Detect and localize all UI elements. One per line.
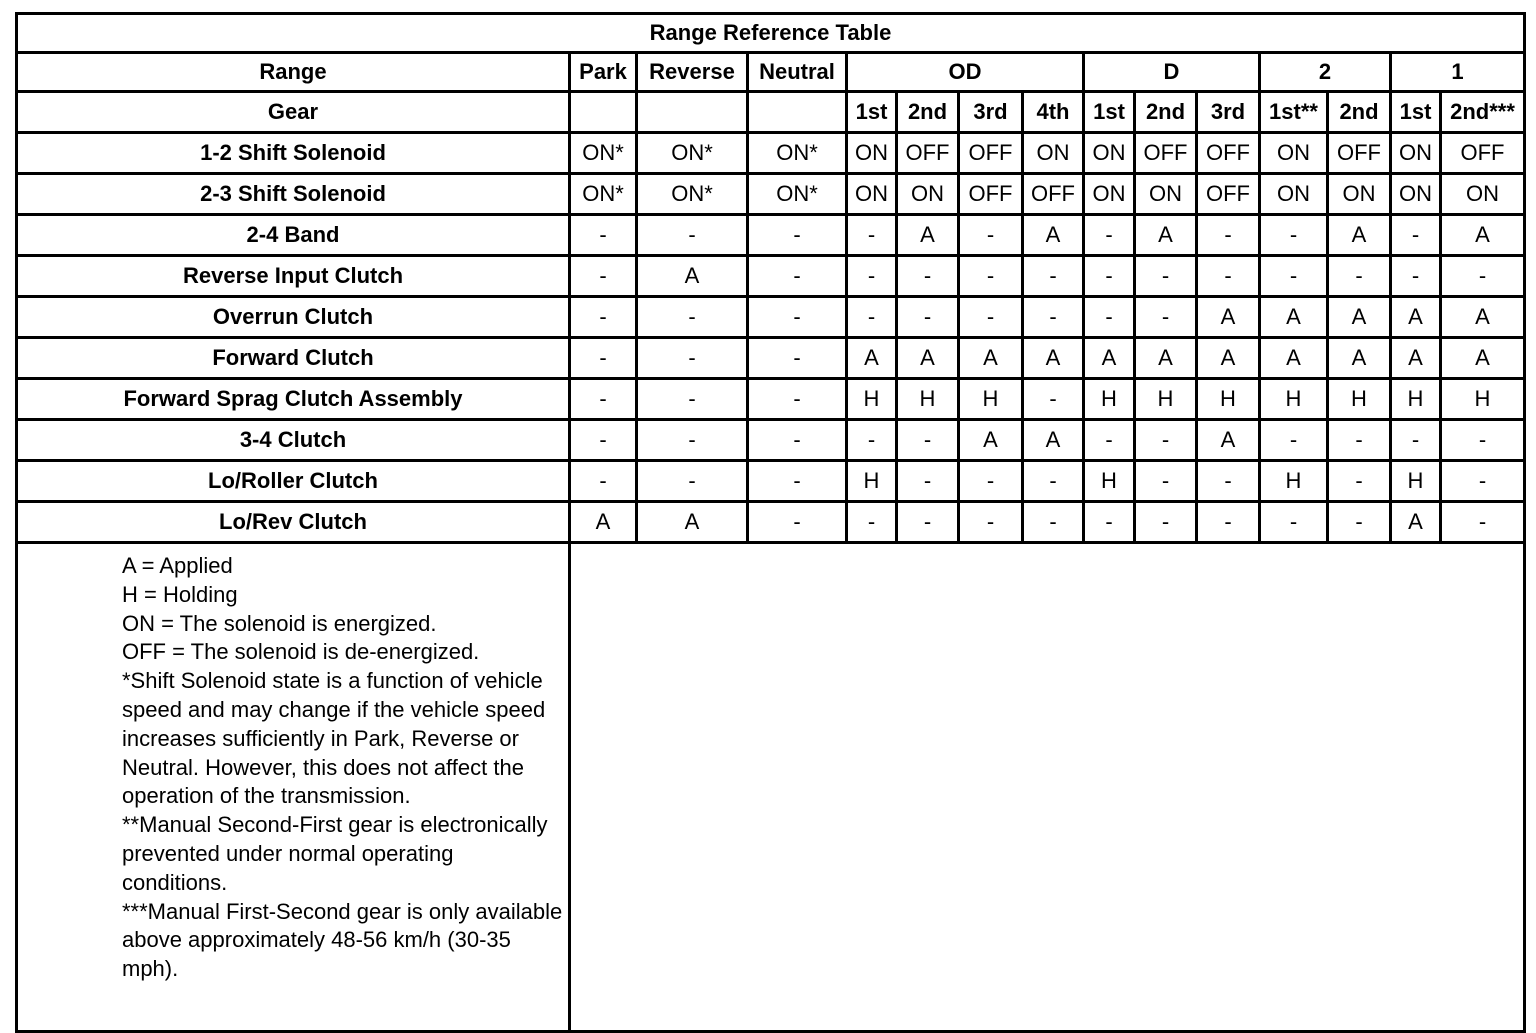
table-cell: H: [1441, 379, 1525, 420]
table-cell: -: [637, 215, 748, 256]
table-cell: A: [1197, 338, 1260, 379]
range-reverse: Reverse: [637, 53, 748, 92]
table-cell: OFF: [1023, 174, 1084, 215]
table-cell: -: [959, 215, 1023, 256]
row-label: 1-2 Shift Solenoid: [17, 133, 570, 174]
table-cell: -: [1441, 502, 1525, 543]
table-cell: H: [1260, 379, 1328, 420]
table-cell: -: [897, 502, 959, 543]
table-cell: ON: [897, 174, 959, 215]
table-cell: H: [1197, 379, 1260, 420]
table-cell: -: [1023, 379, 1084, 420]
gear-header-row: [17, 92, 1525, 133]
range-label: Range: [17, 53, 570, 92]
table-cell: OFF: [1197, 174, 1260, 215]
table-cell: H: [897, 379, 959, 420]
table-cell: A: [1391, 502, 1441, 543]
table-cell: A: [1135, 338, 1197, 379]
table-cell: -: [1328, 420, 1391, 461]
legend-line: *Shift Solenoid state is a function of vehicle speed and may change if the vehicle speed increases sufficiently in Park, Reverse or Neutral. However, this does not affect the operation of the transmission.: [122, 668, 546, 809]
table-cell: -: [748, 420, 847, 461]
gear-cell: 2nd: [1135, 92, 1197, 133]
range-2: 2: [1260, 53, 1391, 92]
table-cell: H: [1260, 461, 1328, 502]
table-cell: -: [1135, 502, 1197, 543]
table-cell: H: [1084, 379, 1135, 420]
table-cell: OFF: [897, 133, 959, 174]
table-cell: -: [1391, 215, 1441, 256]
table-cell: A: [897, 215, 959, 256]
table-cell: ON: [1441, 174, 1525, 215]
table-cell: -: [1260, 215, 1328, 256]
row-label: Forward Clutch: [17, 338, 570, 379]
table-cell: -: [1135, 461, 1197, 502]
table-cell: H: [1328, 379, 1391, 420]
table-cell: A: [1441, 297, 1525, 338]
table-cell: -: [1441, 461, 1525, 502]
table-cell: ON*: [570, 133, 637, 174]
table-row: [17, 215, 1525, 256]
gear-cell: [570, 92, 637, 133]
table-cell: -: [1084, 256, 1135, 297]
table-row: [17, 461, 1525, 502]
table-cell: A: [570, 502, 637, 543]
table-cell: -: [959, 256, 1023, 297]
table-row: [17, 502, 1525, 543]
legend-line: A = Applied: [122, 553, 233, 578]
table-cell: A: [637, 502, 748, 543]
table-cell: ON: [1135, 174, 1197, 215]
table-cell: -: [1023, 297, 1084, 338]
table-cell: -: [1084, 420, 1135, 461]
table-cell: -: [637, 338, 748, 379]
legend: [17, 543, 570, 1032]
table-cell: ON*: [637, 174, 748, 215]
table-cell: OFF: [1197, 133, 1260, 174]
table-cell: -: [897, 461, 959, 502]
table-cell: -: [637, 420, 748, 461]
table-cell: -: [570, 338, 637, 379]
table-cell: A: [1084, 338, 1135, 379]
table-cell: -: [570, 461, 637, 502]
table-cell: -: [748, 338, 847, 379]
table-cell: H: [1135, 379, 1197, 420]
table-cell: -: [847, 297, 897, 338]
table-cell: -: [1135, 420, 1197, 461]
table-cell: -: [748, 256, 847, 297]
table-cell: A: [1135, 215, 1197, 256]
table-cell: -: [1260, 420, 1328, 461]
table-cell: -: [847, 256, 897, 297]
gear-cell: 1st: [1391, 92, 1441, 133]
table-cell: -: [1084, 502, 1135, 543]
table-cell: A: [897, 338, 959, 379]
table-cell: A: [1260, 297, 1328, 338]
table-cell: -: [637, 379, 748, 420]
table-row: [17, 174, 1525, 215]
table-cell: -: [959, 502, 1023, 543]
table-row: [17, 256, 1525, 297]
table-cell: -: [1328, 461, 1391, 502]
table-cell: ON: [1084, 174, 1135, 215]
gear-label: Gear: [17, 92, 570, 133]
table-cell: -: [1260, 502, 1328, 543]
gear-cell: 2nd: [1328, 92, 1391, 133]
gear-cell: [637, 92, 748, 133]
range-reference-table: [15, 12, 1526, 1033]
table-cell: A: [1391, 297, 1441, 338]
gear-cell: 2nd***: [1441, 92, 1525, 133]
table-cell: ON: [1391, 174, 1441, 215]
gear-cell: 1st**: [1260, 92, 1328, 133]
table-cell: A: [1023, 420, 1084, 461]
gear-cell: 1st: [1084, 92, 1135, 133]
table-cell: H: [1391, 379, 1441, 420]
table-cell: H: [847, 379, 897, 420]
blank-area: [570, 543, 1525, 1032]
table-cell: -: [897, 297, 959, 338]
table-cell: A: [1328, 338, 1391, 379]
table-cell: ON: [1084, 133, 1135, 174]
table-cell: OFF: [1135, 133, 1197, 174]
table-cell: -: [1391, 256, 1441, 297]
table-cell: -: [1441, 256, 1525, 297]
gear-cell: 3rd: [1197, 92, 1260, 133]
table-cell: ON: [1260, 174, 1328, 215]
table-cell: -: [637, 461, 748, 502]
table-cell: -: [1328, 502, 1391, 543]
table-cell: -: [570, 379, 637, 420]
table-cell: -: [748, 502, 847, 543]
legend-line: ***Manual First-Second gear is only available above approximately 48-56 km/h (30-35 mph).: [122, 898, 563, 982]
table-cell: ON: [1260, 133, 1328, 174]
table-cell: -: [847, 215, 897, 256]
table-cell: ON: [847, 133, 897, 174]
table-cell: -: [570, 215, 637, 256]
table-cell: ON*: [748, 174, 847, 215]
table-cell: A: [1391, 338, 1441, 379]
table-cell: A: [959, 420, 1023, 461]
table-row: [17, 297, 1525, 338]
range-header-row: [17, 53, 1525, 92]
table-cell: ON*: [748, 133, 847, 174]
table-cell: -: [637, 297, 748, 338]
row-label: Lo/Rev Clutch: [17, 502, 570, 543]
table-cell: -: [1023, 502, 1084, 543]
table-cell: -: [897, 420, 959, 461]
table-cell: A: [637, 256, 748, 297]
table-cell: -: [1135, 256, 1197, 297]
table-row: [17, 379, 1525, 420]
table-cell: ON: [1328, 174, 1391, 215]
table-cell: OFF: [1441, 133, 1525, 174]
row-label: Reverse Input Clutch: [17, 256, 570, 297]
table-cell: OFF: [959, 174, 1023, 215]
table-cell: -: [1260, 256, 1328, 297]
table-cell: -: [570, 256, 637, 297]
table-cell: -: [847, 420, 897, 461]
table-cell: ON: [1023, 133, 1084, 174]
table-cell: H: [847, 461, 897, 502]
table-cell: -: [1197, 215, 1260, 256]
table-cell: A: [847, 338, 897, 379]
table-cell: H: [1084, 461, 1135, 502]
table-cell: A: [1023, 215, 1084, 256]
row-label: Forward Sprag Clutch Assembly: [17, 379, 570, 420]
table-cell: -: [748, 461, 847, 502]
table-cell: A: [1023, 338, 1084, 379]
row-label: Lo/Roller Clutch: [17, 461, 570, 502]
row-label: 2-3 Shift Solenoid: [17, 174, 570, 215]
row-label: 2-4 Band: [17, 215, 570, 256]
table-cell: -: [1441, 420, 1525, 461]
table-cell: ON*: [637, 133, 748, 174]
table-cell: A: [1441, 215, 1525, 256]
table-cell: -: [959, 461, 1023, 502]
table-cell: -: [748, 297, 847, 338]
table-cell: -: [1135, 297, 1197, 338]
table-cell: -: [1023, 256, 1084, 297]
range-park: Park: [570, 53, 637, 92]
table-cell: -: [748, 215, 847, 256]
range-neutral: Neutral: [748, 53, 847, 92]
table-cell: A: [1328, 215, 1391, 256]
table-cell: ON*: [570, 174, 637, 215]
table-cell: ON: [1391, 133, 1441, 174]
table-cell: OFF: [1328, 133, 1391, 174]
legend-line: OFF = The solenoid is de-energized.: [122, 639, 480, 665]
range-1: 1: [1391, 53, 1525, 92]
table-cell: -: [897, 256, 959, 297]
table-cell: OFF: [959, 133, 1023, 174]
table-cell: -: [1328, 256, 1391, 297]
gear-cell: 3rd: [959, 92, 1023, 133]
table-cell: A: [959, 338, 1023, 379]
row-label: 3-4 Clutch: [17, 420, 570, 461]
legend-line: **Manual Second-First gear is electronically prevented under normal operating conditions.: [122, 812, 548, 895]
table-cell: -: [748, 379, 847, 420]
table-cell: A: [1328, 297, 1391, 338]
table-cell: -: [1084, 215, 1135, 256]
table-cell: -: [570, 297, 637, 338]
table-row: [17, 420, 1525, 461]
table-title: Range Reference Table: [17, 14, 1525, 53]
range-d: D: [1084, 53, 1260, 92]
table-cell: -: [1391, 420, 1441, 461]
range-reference-table-container: [15, 12, 1526, 1033]
legend-line: H = Holding: [122, 581, 238, 607]
gear-cell: 2nd: [897, 92, 959, 133]
table-row: [17, 133, 1525, 174]
table-cell: A: [1197, 420, 1260, 461]
table-cell: -: [1023, 461, 1084, 502]
table-cell: H: [1391, 461, 1441, 502]
table-cell: -: [847, 502, 897, 543]
gear-cell: 1st: [847, 92, 897, 133]
table-cell: A: [1441, 338, 1525, 379]
table-cell: -: [1197, 461, 1260, 502]
gear-cell: [748, 92, 847, 133]
gear-cell: 4th: [1023, 92, 1084, 133]
table-cell: A: [1260, 338, 1328, 379]
range-od: OD: [847, 53, 1084, 92]
table-cell: -: [570, 420, 637, 461]
table-cell: -: [1084, 297, 1135, 338]
table-cell: A: [1197, 297, 1260, 338]
table-cell: -: [1197, 502, 1260, 543]
row-label: Overrun Clutch: [17, 297, 570, 338]
legend-line: ON = The solenoid is energized.: [122, 610, 437, 636]
table-cell: ON: [847, 174, 897, 215]
table-cell: -: [959, 297, 1023, 338]
table-cell: H: [959, 379, 1023, 420]
table-row: [17, 338, 1525, 379]
table-cell: -: [1197, 256, 1260, 297]
